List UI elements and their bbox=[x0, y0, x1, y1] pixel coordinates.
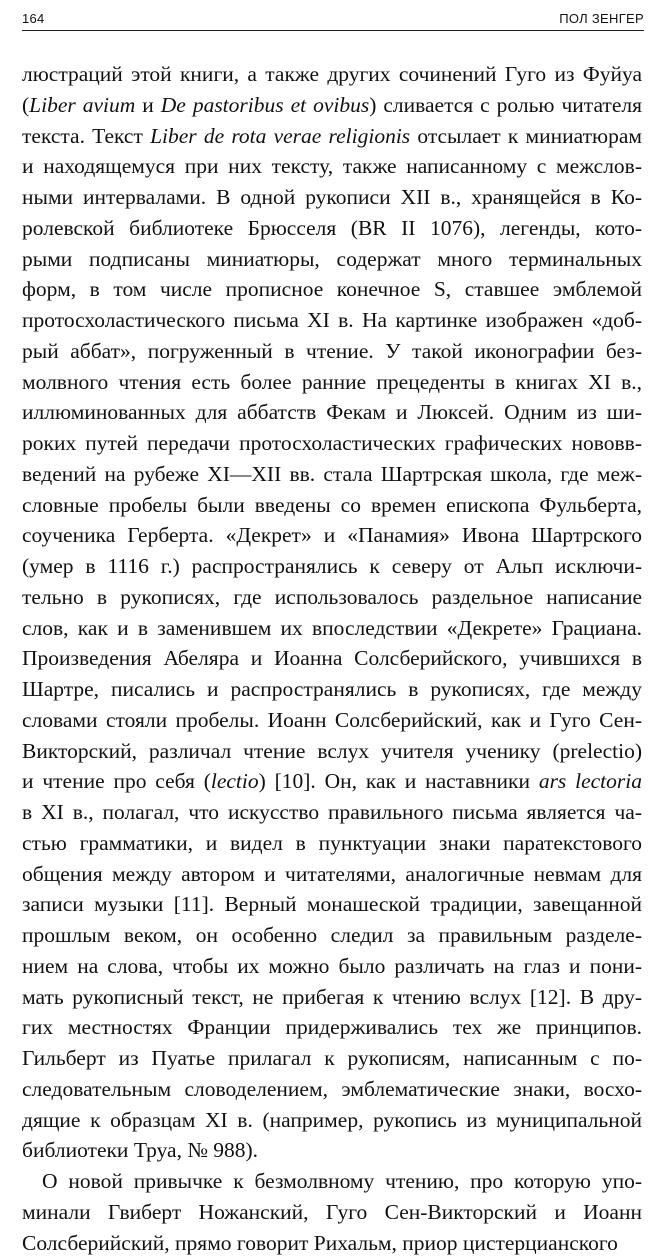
text-line: (Liber avium и De pastoribus et ovibus) сливается с ролью читателя bbox=[22, 90, 642, 121]
text-line: библиотеки Труа, № 988). bbox=[22, 1135, 642, 1166]
text-line: дящие к образцам XI в. (например, рукопись из муниципальной bbox=[22, 1105, 642, 1136]
text-line: Произведения Абеляра и Иоанна Солсберийского, учившихся в bbox=[22, 643, 642, 674]
text-line: стью грамматики, и видел в пунктуации знаки паратекстового bbox=[22, 828, 642, 859]
text-line: словами стояли пробелы. Иоанн Солсберийский, как и Гуго Сен- bbox=[22, 705, 642, 736]
text-line: и чтение про себя (lectio) [10]. Он, как и наставники ars lectoria bbox=[22, 766, 642, 797]
body-text bbox=[22, 59, 642, 1258]
text-line: Гильберт из Пуатье прилагал к рукописям, написанным с по- bbox=[22, 1043, 642, 1074]
text-line: соученика Герберта. «Декрет» и «Панамия» Ивона Шартрского bbox=[22, 520, 642, 551]
text-line: общения между автором и читателями, аналогичные невмам для bbox=[22, 859, 642, 890]
text-line: Шартре, писались и распространялись в рукописях, где между bbox=[22, 674, 642, 705]
text-line: О новой привычке к безмолвному чтению, про которую упо- bbox=[22, 1166, 642, 1197]
text-line: слов, как и в заменившем их впоследствии «Декрете» Грациана. bbox=[22, 613, 642, 644]
text-line: записи музыки [11]. Верный монашеской традиции, завещанной bbox=[22, 889, 642, 920]
text-line: иллюминованных для аббатств Фекам и Люксей. Одним из ши- bbox=[22, 397, 642, 428]
text-line: форм, в том числе прописное конечное S, ставшее эмблемой bbox=[22, 274, 642, 305]
text-line: минали Гвиберт Ножанский, Гуго Сен-Викторский и Иоанн bbox=[22, 1197, 642, 1228]
running-title: ПОЛ ЗЕНГЕР bbox=[559, 11, 644, 26]
text-line: ведений на рубеже XI—XII вв. стала Шартрская школа, где меж- bbox=[22, 459, 642, 490]
text-line: нием на слова, чтобы их можно было различать на глаз и пони- bbox=[22, 951, 642, 982]
text-line: роких путей передачи протосхоластических графических нововв- bbox=[22, 428, 642, 459]
text-line: мать рукописный текст, не прибегая к чтению вслух [12]. В дру- bbox=[22, 982, 642, 1013]
text-line: Солсберийский, прямо говорит Рихальм, приор цистерцианского bbox=[22, 1228, 642, 1258]
text-line: прошлым веком, он особенно следил за правильным разделе- bbox=[22, 920, 642, 951]
text-line: гих местностях Франции придерживались тех же принципов. bbox=[22, 1012, 642, 1043]
text-line: ными интервалами. В одной рукописи XII в., хранящейся в Ко- bbox=[22, 182, 642, 213]
text-line: молвного чтения есть более ранние прецеденты в книгах XI в., bbox=[22, 367, 642, 398]
running-head bbox=[22, 6, 644, 31]
text-line: рыми подписаны миниатюры, содержат много терминальных bbox=[22, 244, 642, 275]
text-line: рый аббат», погруженный в чтение. У такой иконографии без- bbox=[22, 336, 642, 367]
text-line: следовательным словоделением, эмблематические знаки, восхо- bbox=[22, 1074, 642, 1105]
text-line: тельно в рукописях, где использовалось раздельное написание bbox=[22, 582, 642, 613]
text-line: в XI в., полагал, что искусство правильного письма является ча- bbox=[22, 797, 642, 828]
page-number: 164 bbox=[22, 11, 45, 26]
text-line: словные пробелы были введены со времен епископа Фульберта, bbox=[22, 490, 642, 521]
text-line: (умер в 1116 г.) распространялись к северу от Альп исключи- bbox=[22, 551, 642, 582]
text-line: ролевской библиотеке Брюсселя (BR II 1076), легенды, кото- bbox=[22, 213, 642, 244]
text-line: и находящемуся при них тексту, также написанному с межслов- bbox=[22, 151, 642, 182]
text-line: люстраций этой книги, а также других сочинений Гуго из Фуйуа bbox=[22, 59, 642, 90]
text-line: текста. Текст Liber de rota verae religionis отсылает к миниатюрам bbox=[22, 121, 642, 152]
text-line: Викторский, различал чтение вслух учителя ученику (prelectio) bbox=[22, 736, 642, 767]
text-line: протосхоластического письма XI в. На картинке изображен «доб- bbox=[22, 305, 642, 336]
